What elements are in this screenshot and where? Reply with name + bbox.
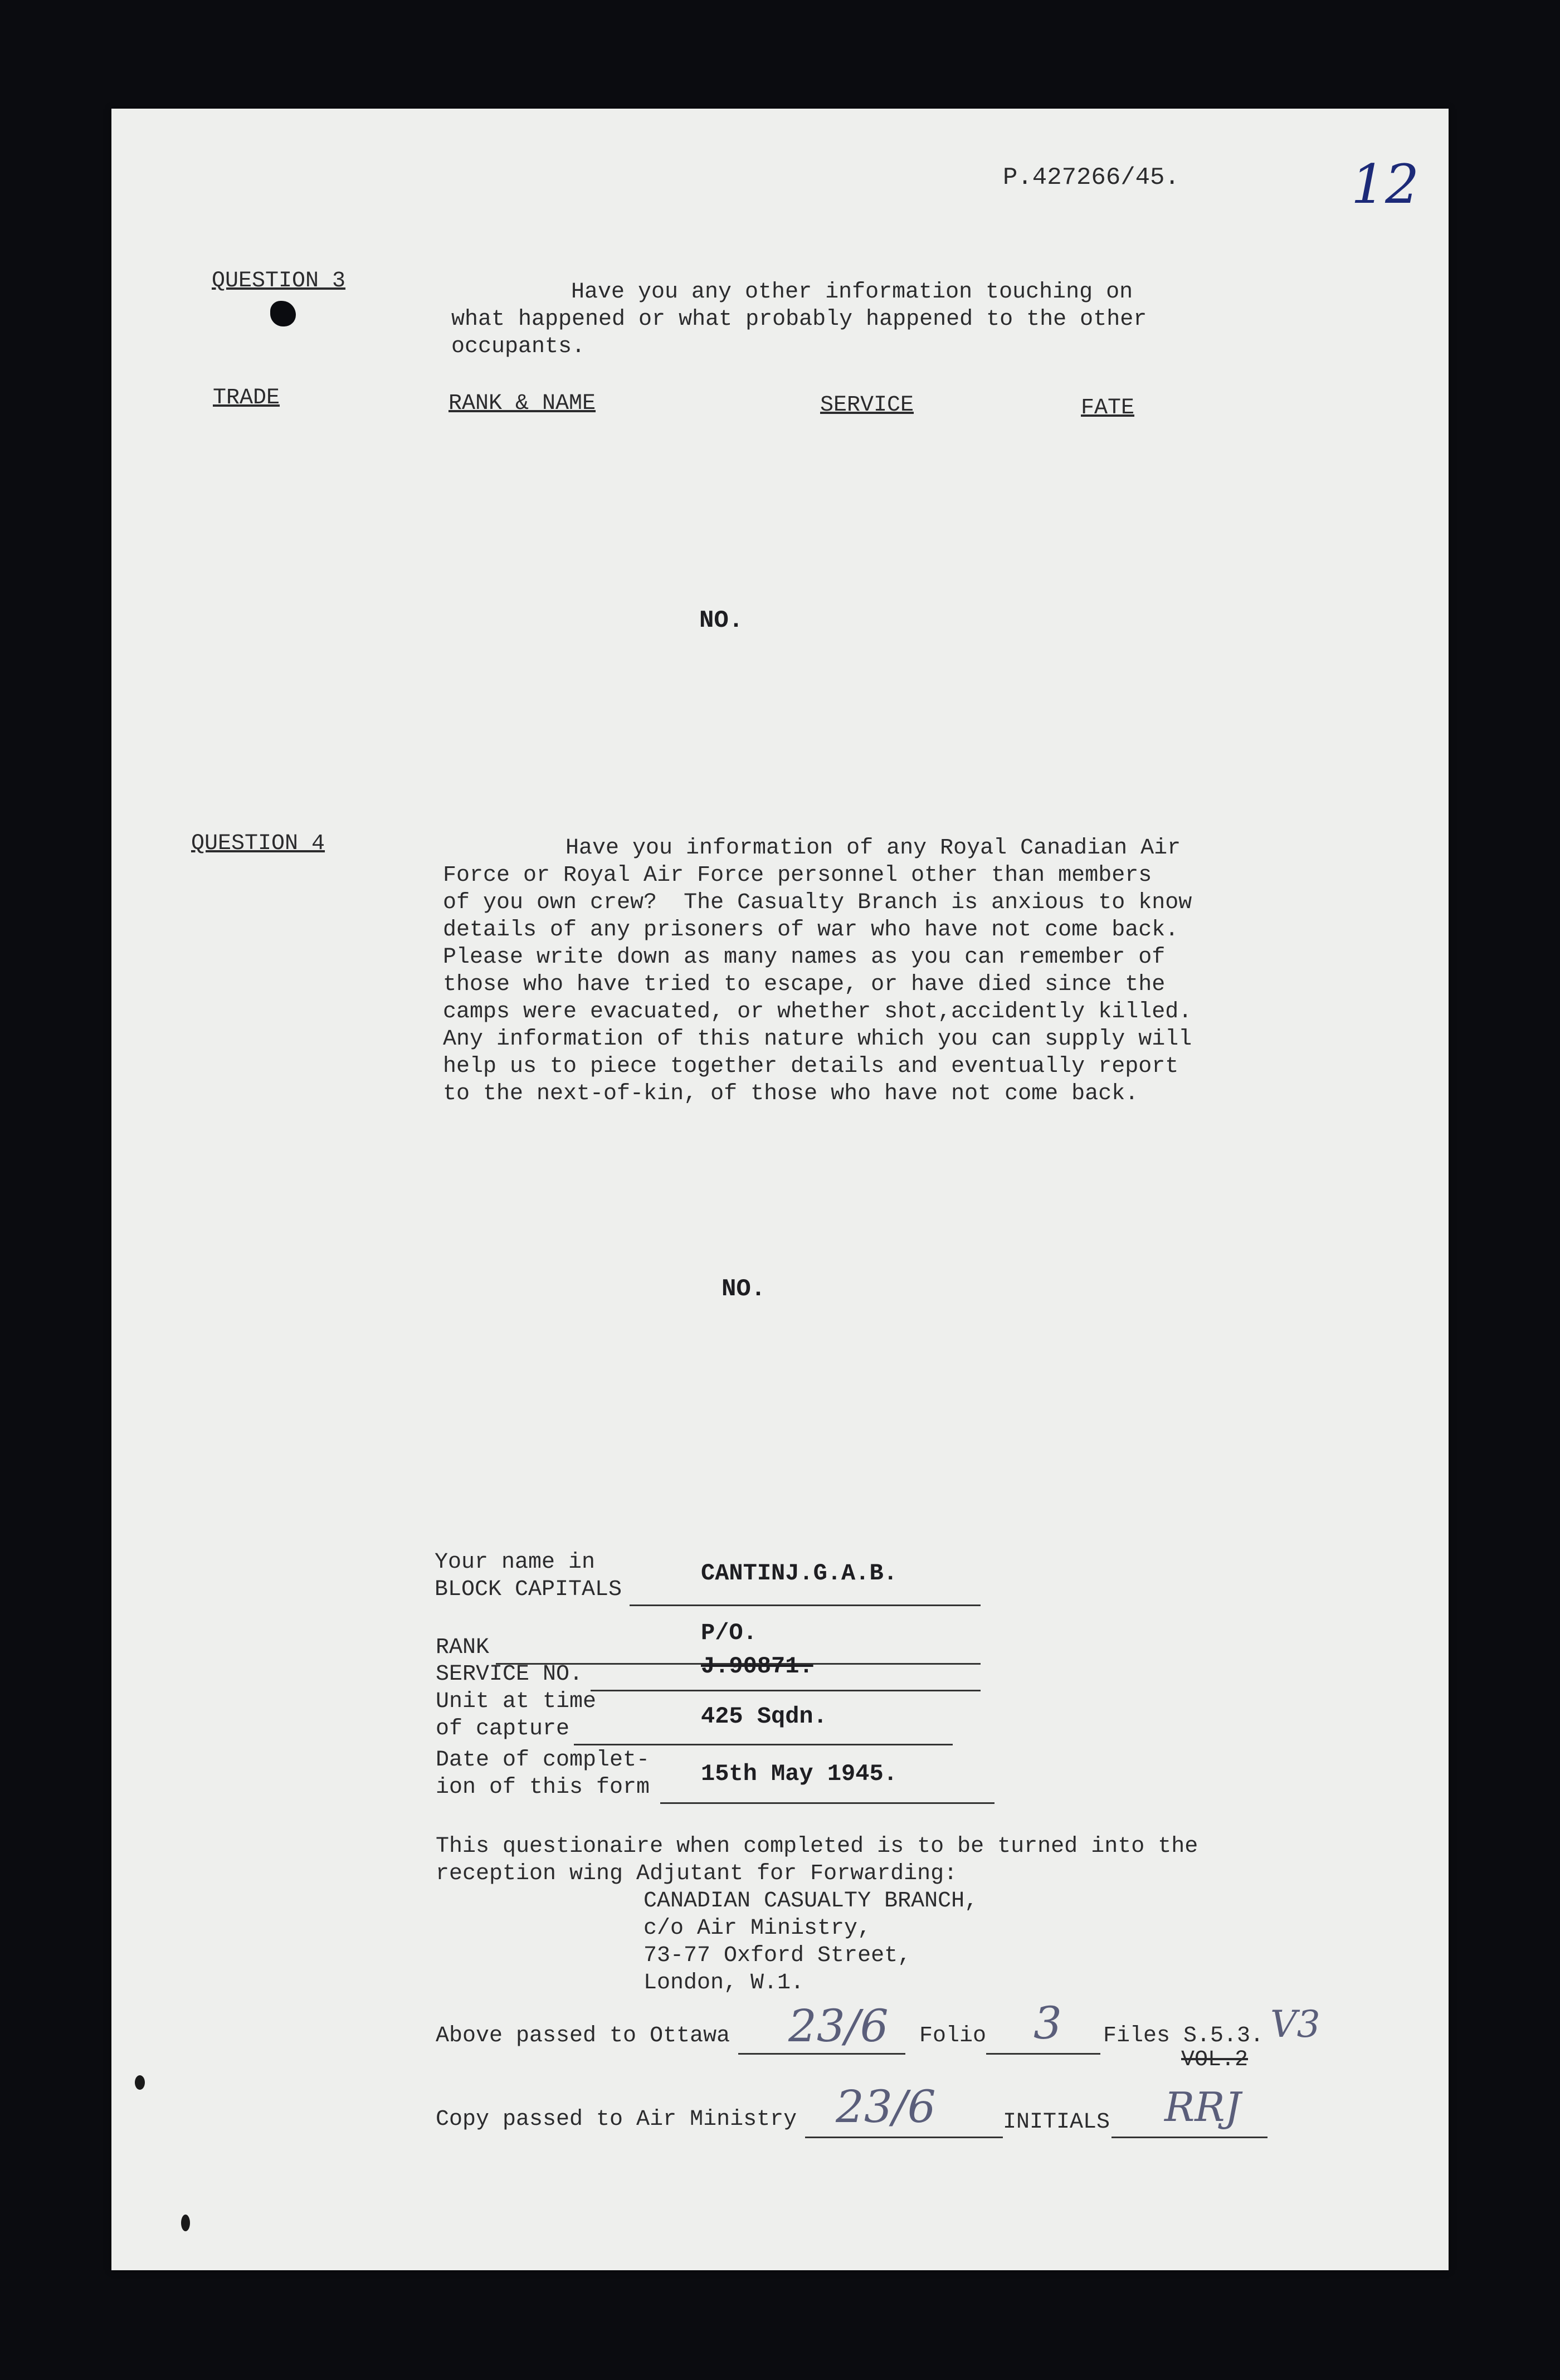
address-line: c/o Air Ministry,: [644, 1916, 871, 1941]
column-trade: TRADE: [213, 386, 280, 411]
date-underline: [660, 1802, 994, 1804]
passed-ottawa-label: Above passed to Ottawa: [436, 2023, 730, 2049]
vol-label: VOL.2: [1181, 2047, 1249, 2072]
question4-line: Please write down as many names as you can remember of: [443, 945, 1166, 970]
service-underline: [591, 1690, 981, 1691]
question4-line: camps were evacuated, or whether shot,accidently killed.: [443, 999, 1192, 1025]
question4-line: to the next-of-kin, of those who have not come back.: [443, 1081, 1139, 1106]
files-label: Files S.5.3.: [1103, 2023, 1264, 2049]
punch-hole: [270, 301, 296, 326]
name-label-line2: BLOCK CAPITALS: [435, 1577, 622, 1602]
question4-line: Force or Royal Air Force personnel other than members: [443, 863, 1152, 888]
rank-label: RANK: [436, 1635, 490, 1660]
question4-line: Any information of this nature which you can supply will: [443, 1027, 1192, 1052]
copy-passed-underline: [805, 2137, 1003, 2138]
question4-line: Have you information of any Royal Canadian Air: [566, 836, 1181, 861]
question4-line: of you own crew? The Casualty Branch is anxious to know: [443, 890, 1192, 915]
name-underline: [630, 1604, 981, 1606]
question4-line: details of any prisoners of war who have not come back.: [443, 918, 1179, 943]
copy-passed-date: 23/6: [836, 2081, 936, 2133]
unit-label-line1: Unit at time: [436, 1689, 597, 1714]
reference-number: P.427266/45.: [1003, 164, 1179, 192]
question3-answer: NO.: [699, 607, 744, 635]
instructions-line1: This questionaire when completed is to be turned into the: [436, 1834, 1198, 1859]
address-line: 73-77 Oxford Street,: [644, 1943, 911, 1968]
question4-answer: NO.: [722, 1275, 766, 1303]
name-value: CANTINJ.G.A.B.: [701, 1560, 898, 1587]
instructions-line2: reception wing Adjutant for Forwarding:: [436, 1861, 958, 1886]
initials-underline: [1112, 2137, 1268, 2138]
question3-text-line3: occupants.: [451, 334, 586, 359]
service-value: J.90871.: [701, 1653, 813, 1680]
question3-text-line1: Have you any other information touching on: [571, 280, 1133, 305]
question3-label: QUESTION 3: [212, 269, 346, 294]
address-line: CANADIAN CASUALTY BRANCH,: [644, 1889, 978, 1914]
column-rank-name: RANK & NAME: [448, 391, 596, 416]
question4-line: help us to piece together details and eventually report: [443, 1054, 1179, 1079]
address-line: London, W.1.: [644, 1971, 805, 1996]
folio-handwritten-number: 12: [1351, 153, 1420, 216]
date-label-line1: Date of complet-: [436, 1748, 650, 1773]
folio-value: 3: [1034, 1997, 1062, 2049]
question3-text-line2: what happened or what probably happened to the other: [451, 307, 1147, 332]
unit-value: 425 Sqdn.: [701, 1703, 827, 1730]
files-handwritten: V3: [1270, 2003, 1320, 2046]
passed-ottawa-underline: [738, 2053, 905, 2055]
question4-label: QUESTION 4: [191, 831, 325, 856]
passed-ottawa-date: 23/6: [788, 2000, 889, 2052]
initials-value: RRJ: [1164, 2084, 1241, 2130]
rank-value: P/O.: [701, 1620, 757, 1646]
question4-line: those who have tried to escape, or have died since the: [443, 972, 1166, 997]
name-label-line1: Your name in: [435, 1550, 596, 1575]
folio-label: Folio: [919, 2023, 987, 2049]
column-fate: FATE: [1081, 396, 1135, 421]
folio-underline: [986, 2053, 1100, 2055]
ink-mark: [181, 2215, 190, 2231]
initials-label: INITIALS: [1003, 2110, 1110, 2135]
ink-mark: [135, 2075, 145, 2090]
document-page: [111, 109, 1449, 2270]
date-label-line2: ion of this form: [436, 1775, 650, 1800]
unit-label-line2: of capture: [436, 1716, 570, 1742]
service-label: SERVICE NO.: [436, 1662, 583, 1687]
unit-underline: [574, 1744, 953, 1745]
date-value: 15th May 1945.: [701, 1760, 898, 1787]
copy-passed-label: Copy passed to Air Ministry: [436, 2107, 797, 2132]
column-service: SERVICE: [820, 393, 914, 418]
